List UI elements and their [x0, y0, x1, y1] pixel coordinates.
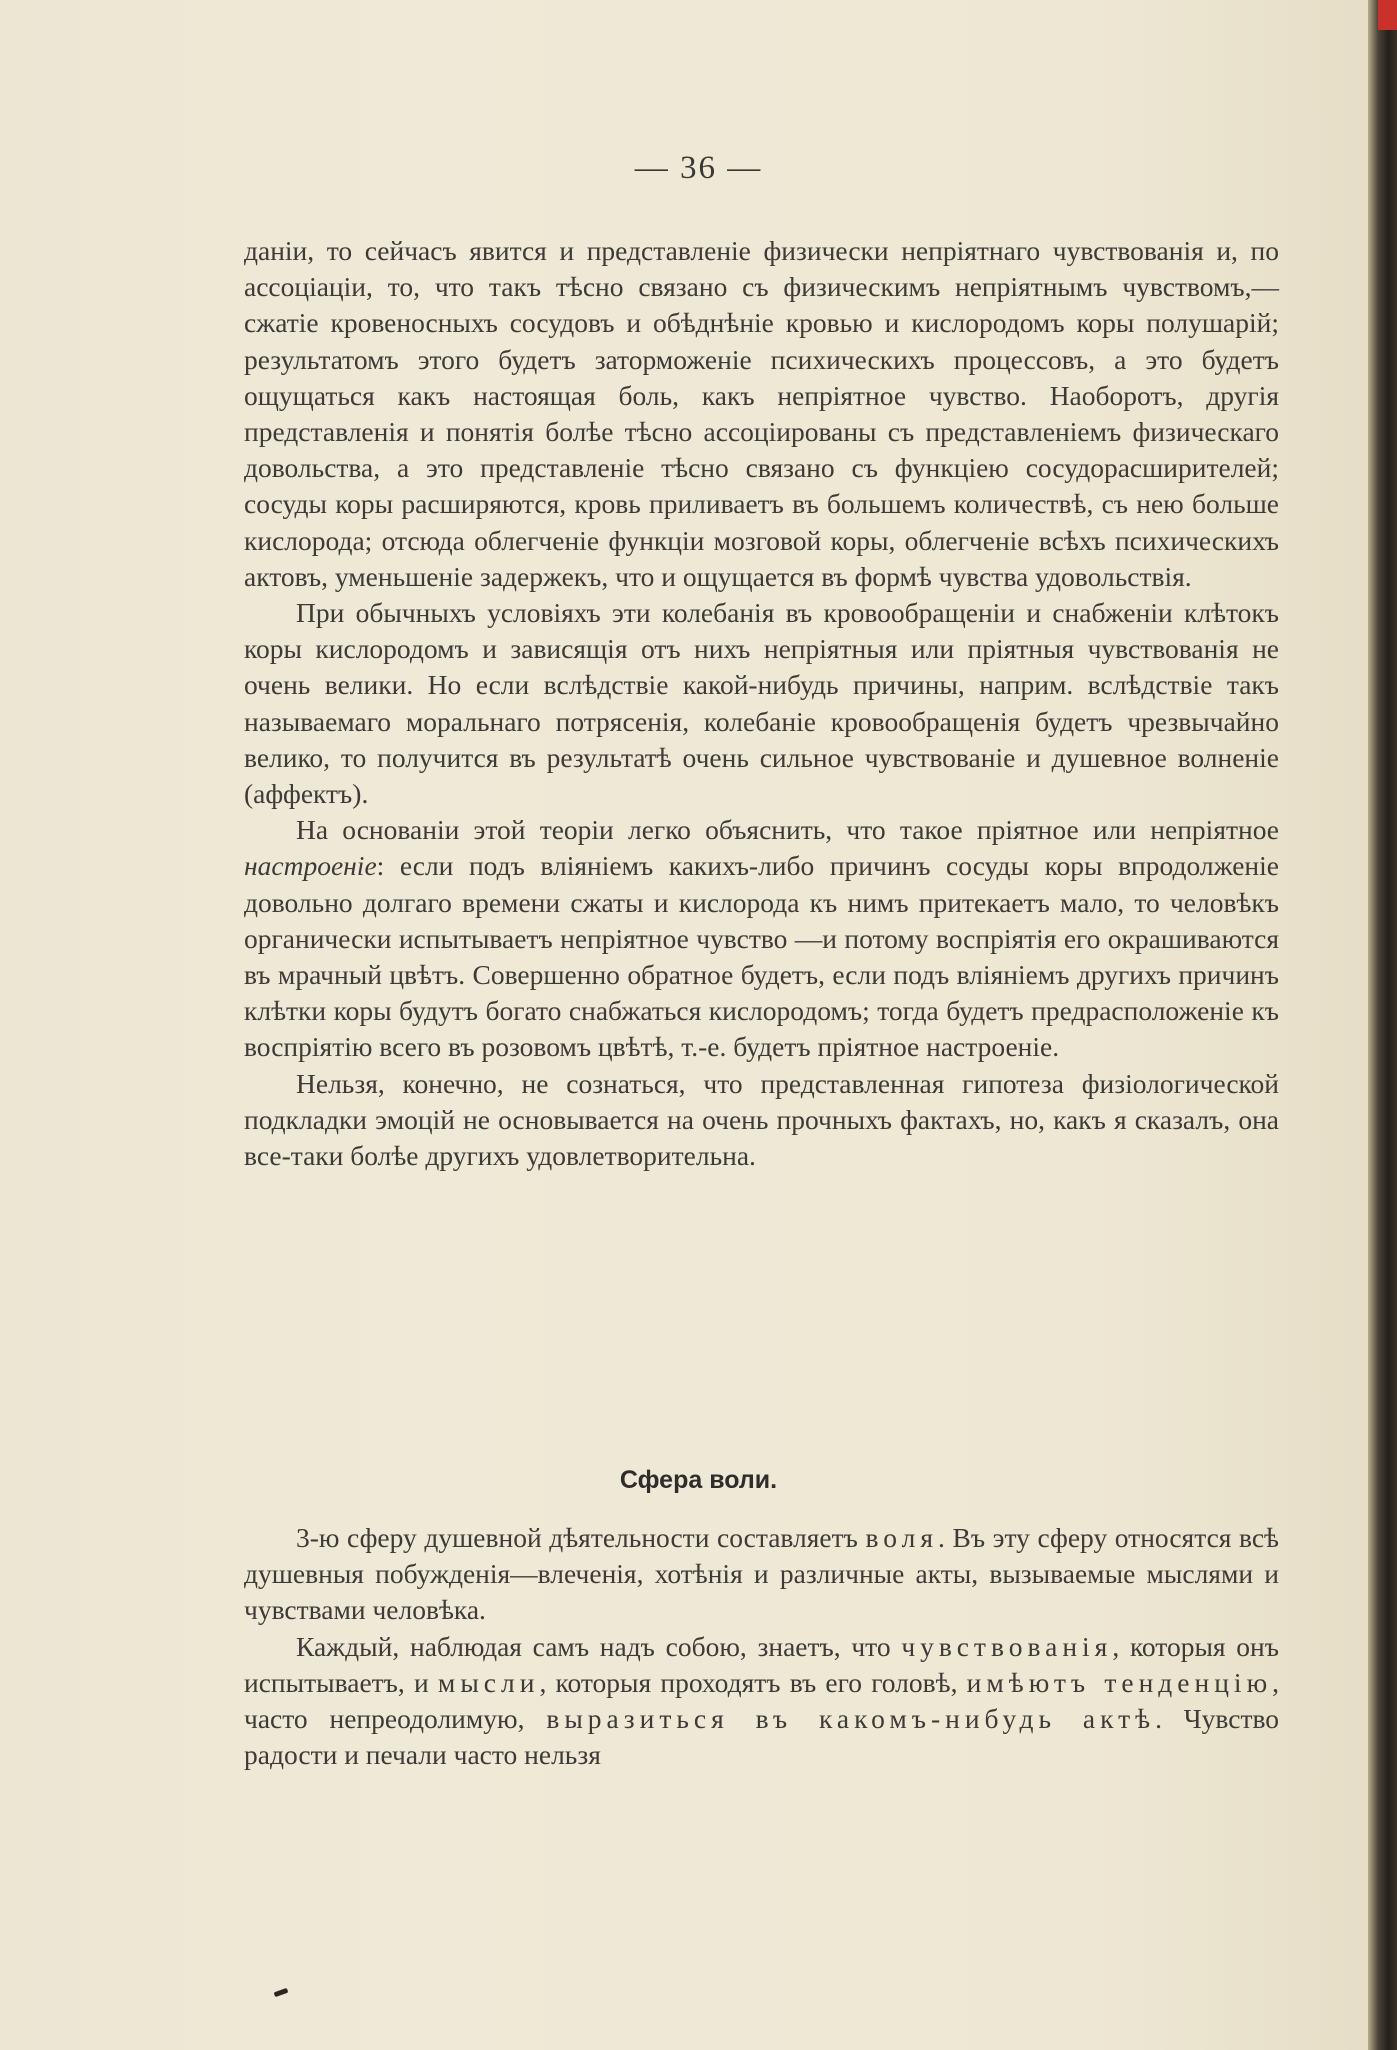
last-text-1: Каждый, наблюдая самъ надъ собою, знаетъ, что [296, 1630, 902, 1662]
book-binding-edge [1368, 0, 1397, 2050]
text-block-bottom [244, 1520, 1279, 1773]
page-number: — 36 — [634, 150, 763, 186]
last-text-5: . Чувство радости и печали часто нельзя [244, 1703, 1280, 1771]
mood-text-before: На основанiи этой теорiи легко объяснить, что такое прiятное или непрiятное [296, 814, 1279, 846]
paragraph-feelings [244, 1629, 1279, 1774]
will-text-before: 3-ю сферу душевной дѣятельности составляетъ [296, 1522, 866, 1553]
last-spaced-1: чувствованiя [901, 1630, 1113, 1662]
paragraph-blood-circulation: При обычныхъ условiяхъ эти колебанiя въ кровообращенiи и снабженiи клѣтокъ коры кислородомъ и зависящiя отъ нихъ непрiятныя или прiятныя чувствованiя не очень велики. Но если вслѣдствiе какой-нибудь причины, наприм. вслѣдствiе такъ называемаго моральнаго потрясенiя, колебанiе кровообращенiя будетъ чрезвычайно велико, то получится въ результатѣ очень сильное чувствованiе и душевное волненiе (аффектъ). [244, 597, 1279, 810]
paragraph-will [244, 1520, 1279, 1629]
last-spaced-4: выразиться въ какомъ-нибудь актѣ [546, 1703, 1156, 1735]
last-text-2: , которыя онъ испытываетъ, и [244, 1630, 1279, 1698]
mood-text-after: : если подъ влiянiемъ какихъ-либо причинъ сосуды коры впродолженiе довольно долгаго времени сжаты и кислорода къ нимъ притекаетъ мало, то человѣкъ органически испытываетъ непрiятное чувство —и потому воспрiятiя его окрашиваются въ мрачный цвѣтъ. Совершенно обратное будетъ, если подъ влiянiемъ другихъ причинъ клѣтки коры будутъ богато снабжаться кислородомъ; тогда будетъ предрасположенiе къ воспрiятiю всего въ розовомъ цвѣтѣ, т.-е. будетъ прiятное настроенiе. [244, 850, 1279, 1063]
bookmark-ribbon [1378, 0, 1397, 30]
will-text-after: . Въ эту сферу относятся всѣ душевныя побужденiя—влеченiя, хотѣнiя и различные акты, вызываемые мыслями и чувствами человѣка. [244, 1522, 1279, 1626]
section-heading: Сфера воли. [619, 1466, 778, 1494]
will-term: воля [865, 1522, 939, 1553]
text-block-top [244, 233, 1279, 1174]
paragraph-mood [244, 812, 1279, 1065]
last-text-3: , которыя проходятъ въ его головѣ, [539, 1666, 967, 1698]
last-spaced-2: мысли [437, 1666, 540, 1698]
last-text-4: , часто непреодолимую, [244, 1666, 1279, 1735]
last-spaced-3: имѣютъ тенденцiю [966, 1666, 1273, 1698]
paragraph-hypothesis: Нельзя, конечно, не сознаться, что представленная гипотеза физiологической подкладки эмоцiй не основывается на очень прочныхъ фактахъ, но, какъ я сказалъ, она все-таки болѣе другихъ удовлетворительна. [244, 1067, 1279, 1172]
paragraph-continued: данiи, то сейчасъ явится и представленiе физически непрiятнаго чувствованiя и, по ассоцiацiи, то, что такъ тѣсно связано съ физическимъ непрiятнымъ чувствомъ,—сжатiе кровеносныхъ сосудовъ и обѣднѣнiе кровью и кислородомъ коры полушарiй; результатомъ этого будетъ заторможенiе психическихъ процессовъ, а это будетъ ощущаться какъ настоящая боль, какъ непрiятное чувство. Наоборотъ, другiя представленiя и понятiя болѣе тѣсно ассоцiированы съ представленiемъ физическаго довольства, а это представленiе тѣсно связано съ функцiею сосудорасширителей; сосуды коры расширяются, кровь приливаетъ въ большемъ количествѣ, съ нею больше кислорода; отсюда облегченiе функцiи мозговой коры, облегченiе всѣхъ психическихъ актовъ, уменьшенiе задержекъ, что и ощущается въ формѣ чувства удовольствiя. [244, 235, 1279, 592]
mood-term: настроенiе [244, 850, 377, 882]
